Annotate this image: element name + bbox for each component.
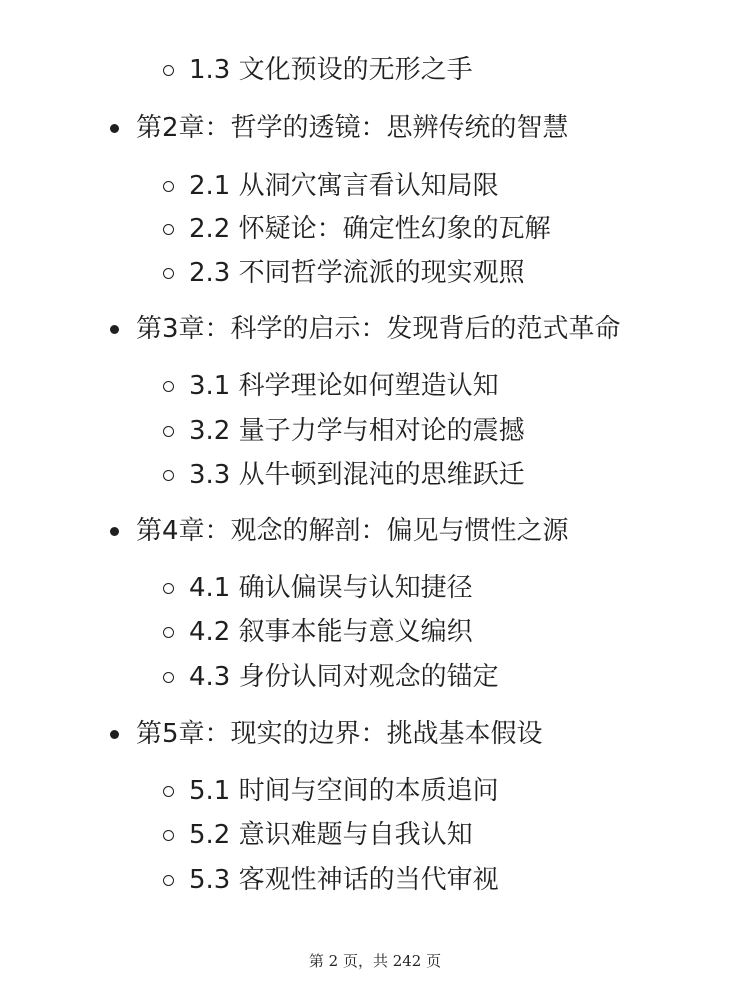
toc-item-text: 2.1 从洞穴寓言看认知局限 (189, 171, 499, 201)
toc-section-4-3 (163, 659, 499, 695)
toc-section-3-1 (163, 368, 499, 404)
filled-bullet-icon (110, 124, 119, 133)
hollow-bullet-icon (163, 470, 174, 481)
hollow-bullet-icon (163, 268, 174, 279)
toc-section-3-3 (163, 457, 525, 493)
toc-section-2-3 (163, 255, 525, 291)
hollow-bullet-icon (163, 672, 174, 683)
hollow-bullet-icon (163, 875, 174, 886)
hollow-bullet-icon (163, 426, 174, 437)
toc-item-text: 第4章：观念的解剖：偏见与惯性之源 (136, 516, 569, 546)
toc-section-3-2 (163, 413, 525, 449)
toc-section-2-1 (163, 168, 499, 204)
hollow-bullet-icon (163, 627, 174, 638)
toc-item-text: 第3章：科学的启示：发现背后的范式革命 (136, 314, 621, 344)
toc-item-text: 3.1 科学理论如何塑造认知 (189, 371, 499, 401)
toc-chapter-4 (110, 513, 569, 549)
toc-item-text: 5.2 意识难题与自我认知 (189, 820, 473, 850)
toc-item-text: 第2章：哲学的透镜：思辨传统的智慧 (136, 113, 569, 143)
hollow-bullet-icon (163, 381, 174, 392)
hollow-bullet-icon (163, 181, 174, 192)
toc-section-2-2 (163, 211, 551, 247)
toc-item-text: 第5章：现实的边界：挑战基本假设 (136, 719, 543, 749)
hollow-bullet-icon (163, 830, 174, 841)
hollow-bullet-icon (163, 224, 174, 235)
hollow-bullet-icon (163, 65, 174, 76)
toc-item-text: 1.3 文化预设的无形之手 (189, 55, 473, 85)
filled-bullet-icon (110, 325, 119, 334)
toc-section-5-2 (163, 817, 473, 853)
toc-chapter-2 (110, 110, 569, 146)
page-number-footer: 第 2 页，共 242 页 (308, 952, 442, 970)
toc-item-text: 3.3 从牛顿到混沌的思维跃迁 (189, 460, 525, 490)
hollow-bullet-icon (163, 786, 174, 797)
toc-chapter-3 (110, 311, 621, 347)
toc-item-text: 3.2 量子力学与相对论的震撼 (189, 416, 525, 446)
toc-section-1-3 (163, 52, 473, 88)
toc-item-text: 2.2 怀疑论：确定性幻象的瓦解 (189, 214, 551, 244)
filled-bullet-icon (110, 730, 119, 739)
toc-item-text: 4.2 叙事本能与意义编织 (189, 617, 473, 647)
toc-chapter-5 (110, 716, 543, 752)
toc-item-text: 5.3 客观性神话的当代审视 (189, 865, 499, 895)
filled-bullet-icon (110, 527, 119, 536)
toc-section-4-2 (163, 614, 473, 650)
toc-item-text: 5.1 时间与空间的本质追问 (189, 776, 499, 806)
toc-section-5-1 (163, 773, 499, 809)
hollow-bullet-icon (163, 583, 174, 594)
toc-section-4-1 (163, 570, 473, 606)
toc-item-text: 2.3 不同哲学流派的现实观照 (189, 258, 525, 288)
toc-item-text: 4.1 确认偏误与认知捷径 (189, 573, 473, 603)
toc-item-text: 4.3 身份认同对观念的锚定 (189, 662, 499, 692)
toc-section-5-3 (163, 862, 499, 898)
